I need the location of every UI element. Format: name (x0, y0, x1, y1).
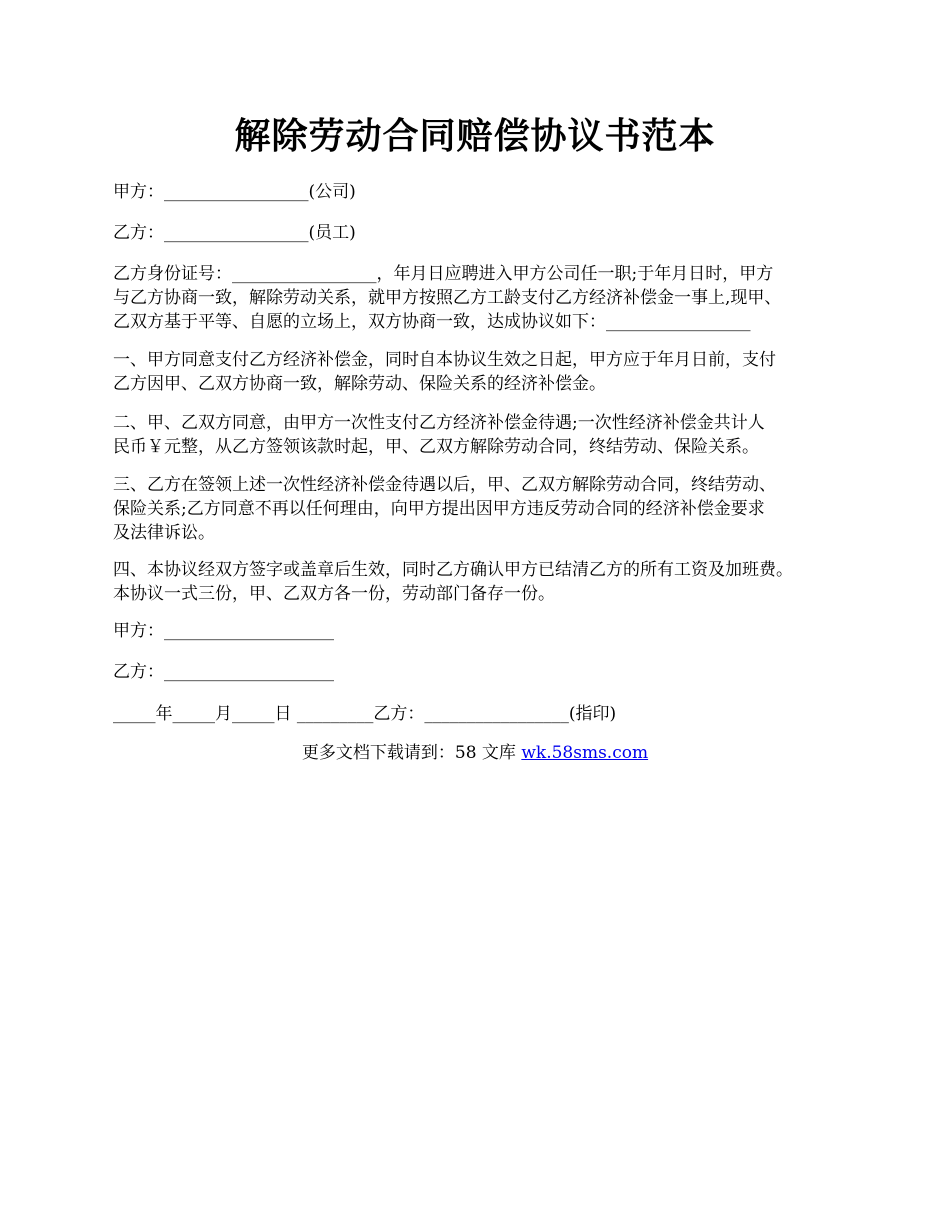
party-b-line: 乙方：_________________(员工) (113, 223, 356, 243)
clause-2-line: 民币￥元整，从乙方签领该款时起，甲、乙双方解除劳动合同，终结劳动、保险关系。 (113, 437, 759, 457)
intro-line: 乙双方基于平等、自愿的立场上，双方协商一致，达成协议如下：_________________ (113, 312, 751, 332)
clause-3-line: 三、乙方在签领上述一次性经济补偿金待遇以后，甲、乙双方解除劳动合同，终结劳动、 (113, 475, 776, 495)
intro-line: 乙方身份证号：_________________，年月日应聘进入甲方公司任一职;于年月日时，甲方 (113, 264, 774, 284)
download-footer (0, 741, 950, 765)
clause-3-line: 及法律诉讼。 (113, 523, 215, 543)
signature-party-a: 甲方：____________________ (113, 621, 334, 641)
clause-1-line: 乙方因甲、乙双方协商一致，解除劳动、保险关系的经济补偿金。 (113, 374, 606, 394)
footer-text: 更多文档下载请到：58 文库 (301, 743, 522, 763)
clause-4-paragraph (113, 558, 853, 606)
clause-3-paragraph (113, 473, 853, 545)
clause-4-line: 四、本协议经双方签字或盖章后生效，同时乙方确认甲方已结清乙方的所有工资及加班费。 (113, 560, 793, 580)
clause-1-line: 一、甲方同意支付乙方经济补偿金，同时自本协议生效之日起，甲方应于年月日前，支付 (113, 350, 776, 370)
party-a-line: 甲方：_________________(公司) (113, 182, 356, 202)
date-signature-line: _____年_____月_____日 _________乙方：_________________(指印) (113, 704, 617, 724)
clause-1-paragraph (113, 348, 853, 396)
clause-4-line: 本协议一式三份，甲、乙双方各一份，劳动部门备存一份。 (113, 584, 555, 604)
intro-paragraph (113, 262, 853, 334)
intro-line: 与乙方协商一致，解除劳动关系，就甲方按照乙方工龄支付乙方经济补偿金一事上,现甲、 (113, 288, 782, 308)
clause-3-line: 保险关系;乙方同意不再以任何理由，向甲方提出因甲方违反劳动合同的经济补偿金要求 (113, 499, 765, 519)
clause-2-line: 二、甲、乙双方同意，由甲方一次性支付乙方经济补偿金待遇;一次性经济补偿金共计人 (113, 413, 765, 433)
footer-link[interactable]: wk.58sms.com (521, 743, 649, 763)
clause-2-paragraph (113, 411, 853, 459)
document-title: 解除劳动合同赔偿协议书范本 (234, 115, 716, 157)
signature-party-b: 乙方：____________________ (113, 662, 334, 682)
